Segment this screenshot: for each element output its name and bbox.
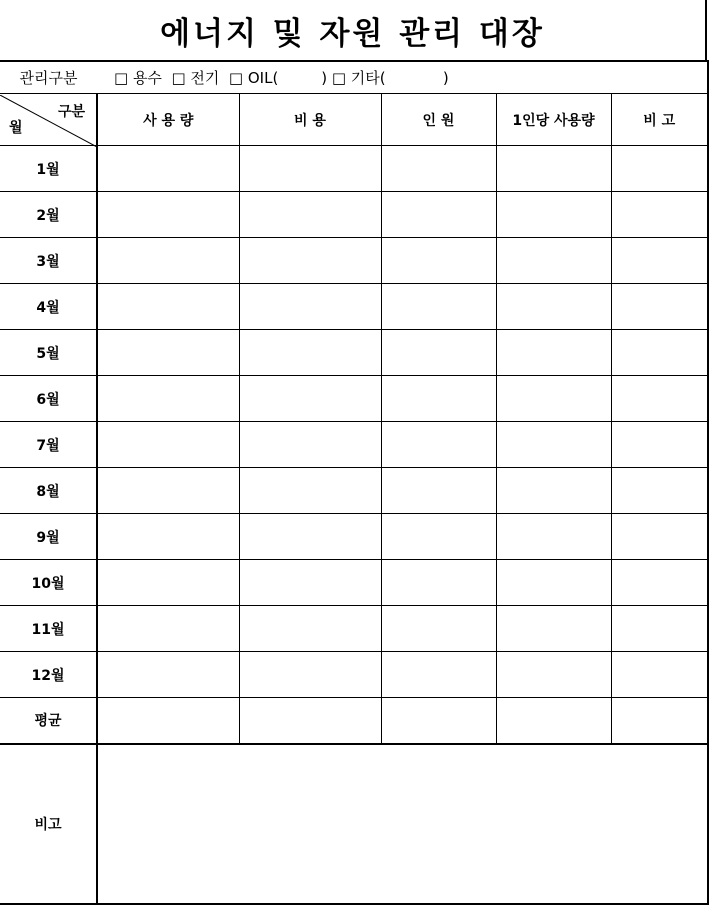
per-person-usage-cell[interactable] — [496, 192, 611, 238]
notes-label: 비고 — [0, 744, 97, 904]
personnel-cell[interactable] — [381, 238, 496, 284]
remarks-cell[interactable] — [611, 376, 708, 422]
table-row — [0, 330, 708, 376]
remarks-cell[interactable] — [611, 330, 708, 376]
personnel-cell[interactable] — [381, 422, 496, 468]
header-row — [0, 94, 708, 146]
table-row — [0, 238, 708, 284]
per-person-usage-cell[interactable] — [496, 514, 611, 560]
per-person-usage-cell[interactable] — [496, 376, 611, 422]
table-row — [0, 192, 708, 238]
diagonal-header-cell — [0, 94, 97, 146]
cost-cell[interactable] — [239, 330, 381, 376]
cost-cell[interactable] — [239, 422, 381, 468]
category-options: □ 용수 □ 전기 □ OIL( ) □ 기타( ) — [114, 69, 449, 87]
personnel-cell[interactable] — [381, 652, 496, 698]
table-row — [0, 514, 708, 560]
diag-header-category: 구분 — [57, 103, 85, 120]
personnel-cell[interactable] — [381, 560, 496, 606]
usage-cell[interactable] — [97, 192, 239, 238]
table-row — [0, 560, 708, 606]
diag-header-month: 월 — [9, 119, 23, 136]
per-person-usage-cell[interactable] — [496, 284, 611, 330]
cost-cell[interactable] — [239, 560, 381, 606]
column-header-personnel: 인 원 — [381, 94, 496, 146]
table-row — [0, 422, 708, 468]
column-header-remarks: 비 고 — [611, 94, 708, 146]
personnel-cell[interactable] — [381, 698, 496, 744]
per-person-usage-cell[interactable] — [496, 560, 611, 606]
table-row — [0, 606, 708, 652]
personnel-cell[interactable] — [381, 146, 496, 192]
usage-cell[interactable] — [97, 652, 239, 698]
remarks-cell[interactable] — [611, 238, 708, 284]
cost-cell[interactable] — [239, 514, 381, 560]
notes-cell[interactable] — [97, 744, 708, 904]
per-person-usage-cell[interactable] — [496, 652, 611, 698]
usage-cell[interactable] — [97, 284, 239, 330]
row-label: 평균 — [0, 698, 97, 744]
usage-cell[interactable] — [97, 238, 239, 284]
notes-row — [0, 744, 708, 904]
remarks-cell[interactable] — [611, 422, 708, 468]
ledger-table — [0, 93, 709, 905]
row-label: 8월 — [0, 468, 97, 514]
column-header-usage: 사 용 량 — [97, 94, 239, 146]
remarks-cell[interactable] — [611, 192, 708, 238]
cost-cell[interactable] — [239, 146, 381, 192]
usage-cell[interactable] — [97, 514, 239, 560]
row-label: 12월 — [0, 652, 97, 698]
per-person-usage-cell[interactable] — [496, 330, 611, 376]
cost-cell[interactable] — [239, 238, 381, 284]
cost-cell[interactable] — [239, 606, 381, 652]
per-person-usage-cell[interactable] — [496, 606, 611, 652]
per-person-usage-cell[interactable] — [496, 698, 611, 744]
personnel-cell[interactable] — [381, 514, 496, 560]
per-person-usage-cell[interactable] — [496, 146, 611, 192]
table-row — [0, 146, 708, 192]
remarks-cell[interactable] — [611, 560, 708, 606]
row-label: 9월 — [0, 514, 97, 560]
row-label: 1월 — [0, 146, 97, 192]
row-label: 2월 — [0, 192, 97, 238]
personnel-cell[interactable] — [381, 606, 496, 652]
table-row — [0, 376, 708, 422]
usage-cell[interactable] — [97, 468, 239, 514]
remarks-cell[interactable] — [611, 468, 708, 514]
cost-cell[interactable] — [239, 468, 381, 514]
usage-cell[interactable] — [97, 606, 239, 652]
cost-cell[interactable] — [239, 284, 381, 330]
table-row — [0, 698, 708, 744]
per-person-usage-cell[interactable] — [496, 422, 611, 468]
row-label: 4월 — [0, 284, 97, 330]
table-row — [0, 284, 708, 330]
per-person-usage-cell[interactable] — [496, 238, 611, 284]
remarks-cell[interactable] — [611, 652, 708, 698]
usage-cell[interactable] — [97, 560, 239, 606]
remarks-cell[interactable] — [611, 606, 708, 652]
cost-cell[interactable] — [239, 376, 381, 422]
row-label: 5월 — [0, 330, 97, 376]
page-title: 에너지 및 자원 관리 대장 — [0, 0, 707, 60]
personnel-cell[interactable] — [381, 284, 496, 330]
row-label: 6월 — [0, 376, 97, 422]
remarks-cell[interactable] — [611, 514, 708, 560]
cost-cell[interactable] — [239, 652, 381, 698]
usage-cell[interactable] — [97, 698, 239, 744]
personnel-cell[interactable] — [381, 468, 496, 514]
row-label: 11월 — [0, 606, 97, 652]
column-header-per-person-usage: 1인당 사용량 — [496, 94, 611, 146]
usage-cell[interactable] — [97, 146, 239, 192]
row-label: 3월 — [0, 238, 97, 284]
category-row — [0, 60, 709, 93]
personnel-cell[interactable] — [381, 376, 496, 422]
row-label: 7월 — [0, 422, 97, 468]
usage-cell[interactable] — [97, 376, 239, 422]
category-label: 관리구분 — [19, 69, 78, 87]
table-row — [0, 468, 708, 514]
per-person-usage-cell[interactable] — [496, 468, 611, 514]
personnel-cell[interactable] — [381, 192, 496, 238]
usage-cell[interactable] — [97, 330, 239, 376]
cost-cell[interactable] — [239, 192, 381, 238]
cost-cell[interactable] — [239, 698, 381, 744]
personnel-cell[interactable] — [381, 330, 496, 376]
row-label: 10월 — [0, 560, 97, 606]
table-row — [0, 652, 708, 698]
remarks-cell[interactable] — [611, 284, 708, 330]
column-header-cost: 비 용 — [239, 94, 381, 146]
remarks-cell[interactable] — [611, 146, 708, 192]
remarks-cell[interactable] — [611, 698, 708, 744]
usage-cell[interactable] — [97, 422, 239, 468]
